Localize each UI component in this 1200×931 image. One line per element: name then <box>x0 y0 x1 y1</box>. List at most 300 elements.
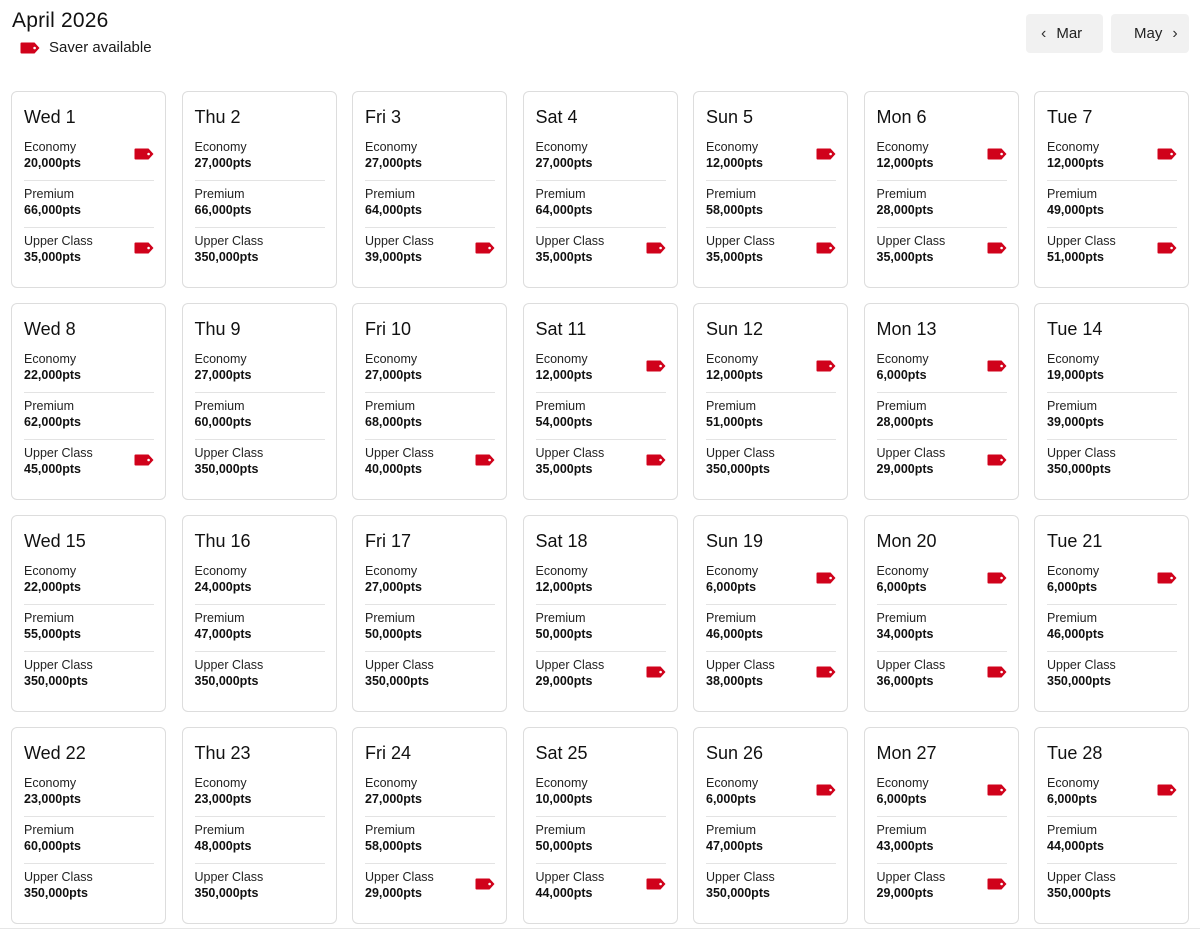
saver-tag-icon <box>646 242 666 254</box>
cabin-class-label: Upper Class <box>706 234 775 248</box>
points-value: 40,000pts <box>365 462 422 476</box>
fare-row[interactable] <box>877 440 1007 487</box>
points-value: 36,000pts <box>876 674 934 688</box>
fare-row[interactable] <box>195 346 325 393</box>
points-value: 38,000pts <box>706 674 763 688</box>
day-card[interactable] <box>523 91 678 288</box>
cabin-class-label: Economy <box>24 564 77 578</box>
fare-row[interactable] <box>877 181 1007 228</box>
cabin-class-label: Economy <box>535 776 588 790</box>
points-value: 350,000pts <box>365 674 429 688</box>
points-value: 45,000pts <box>24 462 81 476</box>
fare-row[interactable] <box>877 864 1007 911</box>
fare-row[interactable] <box>24 393 154 440</box>
fare-row[interactable] <box>365 134 495 181</box>
points-value: 10,000pts <box>535 792 593 806</box>
fare-row[interactable] <box>195 228 325 275</box>
saver-tag-icon <box>987 242 1007 254</box>
points-value: 350,000pts <box>24 886 88 900</box>
cabin-class-label: Upper Class <box>365 658 434 672</box>
day-card[interactable] <box>182 303 337 500</box>
fare-row[interactable] <box>536 346 666 393</box>
fare-row[interactable] <box>365 346 495 393</box>
cabin-class-label: Premium <box>1047 187 1098 201</box>
day-label: Mon 13 <box>876 319 937 339</box>
fare-row[interactable] <box>706 181 836 228</box>
fare-row[interactable] <box>1047 181 1177 228</box>
fare-row[interactable] <box>536 440 666 487</box>
day-card[interactable] <box>523 515 678 712</box>
fare-row[interactable] <box>24 346 154 393</box>
points-value: 350,000pts <box>194 886 259 900</box>
day-label: Fri 3 <box>365 107 401 127</box>
fare-row[interactable] <box>877 346 1007 393</box>
points-value: 6,000pts <box>876 792 927 806</box>
cabin-class-label: Premium <box>706 611 757 625</box>
cabin-class-label: Economy <box>535 352 588 366</box>
prev-month-label: Mar <box>1056 25 1083 42</box>
fare-row[interactable] <box>24 134 154 181</box>
saver-tag-icon <box>646 454 666 466</box>
points-value: 35,000pts <box>535 250 593 264</box>
saver-tag-icon <box>987 360 1007 372</box>
points-value: 47,000pts <box>194 627 252 641</box>
day-card[interactable] <box>693 303 848 500</box>
fare-row[interactable] <box>877 817 1007 864</box>
points-value: 6,000pts <box>706 792 757 806</box>
day-card[interactable] <box>182 727 337 924</box>
saver-tag-icon <box>816 666 836 678</box>
points-value: 20,000pts <box>24 156 81 170</box>
points-value: 12,000pts <box>1047 156 1104 170</box>
day-label: Thu 9 <box>194 319 241 339</box>
saver-tag-icon <box>816 242 836 254</box>
fare-row[interactable] <box>1047 864 1177 911</box>
fare-row[interactable] <box>24 652 154 699</box>
points-value: 24,000pts <box>194 580 252 594</box>
points-value: 23,000pts <box>24 792 81 806</box>
day-card[interactable] <box>1034 727 1189 924</box>
fare-row[interactable] <box>536 181 666 228</box>
cabin-class-label: Economy <box>1047 140 1100 154</box>
fare-row[interactable] <box>706 864 836 911</box>
cabin-class-label: Upper Class <box>24 446 93 460</box>
points-value: 29,000pts <box>535 674 593 688</box>
fare-row[interactable] <box>536 393 666 440</box>
points-value: 51,000pts <box>1047 250 1104 264</box>
day-card[interactable] <box>352 91 507 288</box>
cabin-class-label: Upper Class <box>194 870 264 884</box>
fare-row[interactable] <box>1047 134 1177 181</box>
day-label: Tue 7 <box>1047 107 1093 127</box>
cabin-class-label: Upper Class <box>876 658 946 672</box>
points-value: 12,000pts <box>876 156 934 170</box>
day-card[interactable] <box>864 303 1019 500</box>
fare-row[interactable] <box>24 864 154 911</box>
day-card[interactable] <box>182 91 337 288</box>
fare-row[interactable] <box>536 817 666 864</box>
fare-row[interactable] <box>877 134 1007 181</box>
fare-row[interactable] <box>706 652 836 699</box>
fare-row[interactable] <box>365 652 495 699</box>
cabin-class-label: Premium <box>194 399 245 413</box>
fare-row[interactable] <box>706 346 836 393</box>
fare-row[interactable] <box>195 652 325 699</box>
fare-row[interactable] <box>24 770 154 817</box>
points-value: 27,000pts <box>365 156 422 170</box>
cabin-class-label: Economy <box>535 140 588 154</box>
day-card[interactable] <box>11 303 166 500</box>
cabin-class-label: Premium <box>876 399 927 413</box>
fare-row[interactable] <box>365 440 495 487</box>
fare-row[interactable] <box>536 770 666 817</box>
points-value: 27,000pts <box>365 580 422 594</box>
cabin-class-label: Upper Class <box>24 658 93 672</box>
cabin-class-label: Upper Class <box>194 234 264 248</box>
cabin-class-label: Premium <box>535 187 586 201</box>
saver-tag-icon <box>816 360 836 372</box>
fare-row[interactable] <box>1047 440 1177 487</box>
cabin-class-label: Premium <box>24 611 75 625</box>
points-value: 12,000pts <box>706 368 763 382</box>
points-value: 46,000pts <box>1047 627 1104 641</box>
day-card[interactable] <box>693 91 848 288</box>
cabin-class-label: Premium <box>365 399 416 413</box>
fare-row[interactable] <box>1047 228 1177 275</box>
cabin-class-label: Upper Class <box>535 234 605 248</box>
day-label: Sun 26 <box>706 743 764 763</box>
day-card[interactable] <box>352 727 507 924</box>
fare-row[interactable] <box>365 864 495 911</box>
fare-row[interactable] <box>706 817 836 864</box>
day-card[interactable] <box>864 515 1019 712</box>
points-value: 28,000pts <box>876 415 934 429</box>
points-value: 6,000pts <box>876 580 927 594</box>
cabin-class-label: Premium <box>1047 399 1098 413</box>
fare-row[interactable] <box>706 558 836 605</box>
fare-row[interactable] <box>365 817 495 864</box>
points-value: 64,000pts <box>535 203 593 217</box>
fare-row[interactable] <box>536 558 666 605</box>
cabin-class-label: Economy <box>1047 776 1100 790</box>
points-value: 54,000pts <box>535 415 593 429</box>
points-value: 29,000pts <box>876 886 934 900</box>
points-value: 27,000pts <box>365 792 422 806</box>
cabin-class-label: Economy <box>365 140 418 154</box>
saver-legend <box>20 39 152 56</box>
cabin-class-label: Economy <box>706 776 759 790</box>
fare-row[interactable] <box>365 393 495 440</box>
day-label: Sun 19 <box>706 531 764 551</box>
fare-row[interactable] <box>365 181 495 228</box>
day-label: Thu 23 <box>194 743 251 763</box>
saver-tag-icon <box>475 242 495 254</box>
cabin-class-label: Upper Class <box>194 658 264 672</box>
fare-row[interactable] <box>365 558 495 605</box>
cabin-class-label: Premium <box>535 399 586 413</box>
points-value: 12,000pts <box>535 580 593 594</box>
day-label: Tue 14 <box>1047 319 1103 339</box>
points-value: 350,000pts <box>194 674 259 688</box>
points-value: 23,000pts <box>194 792 252 806</box>
fare-row[interactable] <box>536 134 666 181</box>
prev-month-button[interactable] <box>1026 14 1103 53</box>
cabin-class-label: Upper Class <box>876 870 946 884</box>
fare-row[interactable] <box>1047 770 1177 817</box>
saver-tag-icon <box>816 784 836 796</box>
points-value: 60,000pts <box>194 415 252 429</box>
day-card[interactable] <box>864 727 1019 924</box>
points-value: 35,000pts <box>876 250 934 264</box>
cabin-class-label: Economy <box>24 352 77 366</box>
points-value: 68,000pts <box>365 415 422 429</box>
cabin-class-label: Economy <box>365 564 418 578</box>
saver-tag-icon <box>646 666 666 678</box>
fare-row[interactable] <box>195 558 325 605</box>
points-value: 350,000pts <box>24 674 88 688</box>
day-card[interactable] <box>11 515 166 712</box>
fare-row[interactable] <box>195 440 325 487</box>
fare-row[interactable] <box>536 864 666 911</box>
fare-row[interactable] <box>877 770 1007 817</box>
cabin-class-label: Premium <box>194 187 245 201</box>
cabin-class-label: Upper Class <box>1047 234 1116 248</box>
day-grid <box>11 91 1189 924</box>
day-label: Fri 24 <box>365 743 412 763</box>
cabin-class-label: Economy <box>194 776 247 790</box>
points-value: 350,000pts <box>1047 674 1111 688</box>
fare-row[interactable] <box>195 817 325 864</box>
cabin-class-label: Economy <box>876 352 929 366</box>
points-value: 50,000pts <box>535 839 593 853</box>
points-value: 28,000pts <box>876 203 934 217</box>
saver-tag-icon <box>20 42 40 54</box>
cabin-class-label: Upper Class <box>24 870 93 884</box>
cabin-class-label: Economy <box>876 776 929 790</box>
points-value: 47,000pts <box>706 839 763 853</box>
cabin-class-label: Economy <box>706 352 759 366</box>
fare-row[interactable] <box>195 864 325 911</box>
points-value: 6,000pts <box>1047 580 1098 594</box>
fare-row[interactable] <box>24 817 154 864</box>
cabin-class-label: Economy <box>876 564 929 578</box>
fare-row[interactable] <box>706 440 836 487</box>
cabin-class-label: Upper Class <box>365 870 434 884</box>
cabin-class-label: Economy <box>1047 352 1100 366</box>
day-card[interactable] <box>864 91 1019 288</box>
day-label: Fri 17 <box>365 531 412 551</box>
cabin-class-label: Upper Class <box>24 234 93 248</box>
saver-tag-icon <box>475 454 495 466</box>
cabin-class-label: Economy <box>706 140 759 154</box>
fare-row[interactable] <box>24 181 154 228</box>
cabin-class-label: Upper Class <box>535 446 605 460</box>
saver-tag-icon <box>646 360 666 372</box>
points-value: 350,000pts <box>1047 462 1111 476</box>
fare-row[interactable] <box>365 770 495 817</box>
fare-row[interactable] <box>536 605 666 652</box>
saver-tag-icon <box>1157 784 1177 796</box>
legend-label: Saver available <box>49 39 152 56</box>
points-value: 27,000pts <box>194 156 252 170</box>
day-label: Sat 4 <box>535 107 578 127</box>
cabin-class-label: Economy <box>194 140 247 154</box>
points-value: 62,000pts <box>24 415 81 429</box>
day-label: Tue 28 <box>1047 743 1103 763</box>
cabin-class-label: Premium <box>876 611 927 625</box>
fare-row[interactable] <box>24 228 154 275</box>
day-label: Thu 2 <box>194 107 241 127</box>
fare-row[interactable] <box>195 605 325 652</box>
cabin-class-label: Upper Class <box>1047 658 1116 672</box>
fare-row[interactable] <box>706 393 836 440</box>
points-value: 39,000pts <box>365 250 422 264</box>
points-value: 350,000pts <box>194 462 259 476</box>
fare-row[interactable] <box>706 228 836 275</box>
fare-row[interactable] <box>877 652 1007 699</box>
fare-row[interactable] <box>1047 393 1177 440</box>
points-value: 29,000pts <box>365 886 422 900</box>
fare-row[interactable] <box>536 652 666 699</box>
fare-row[interactable] <box>877 393 1007 440</box>
cabin-class-label: Premium <box>365 187 416 201</box>
fare-row[interactable] <box>365 228 495 275</box>
day-card[interactable] <box>1034 515 1189 712</box>
cabin-class-label: Upper Class <box>706 870 775 884</box>
points-value: 22,000pts <box>24 368 81 382</box>
points-value: 66,000pts <box>194 203 252 217</box>
day-card[interactable] <box>1034 303 1189 500</box>
points-value: 34,000pts <box>876 627 934 641</box>
saver-tag-icon <box>134 148 154 160</box>
cabin-class-label: Upper Class <box>876 234 946 248</box>
fare-row[interactable] <box>24 558 154 605</box>
saver-tag-icon <box>134 242 154 254</box>
next-month-label: May <box>1134 25 1163 42</box>
day-card[interactable] <box>352 303 507 500</box>
day-card[interactable] <box>182 515 337 712</box>
points-value: 29,000pts <box>876 462 934 476</box>
fare-row[interactable] <box>1047 605 1177 652</box>
fare-row[interactable] <box>706 134 836 181</box>
day-card[interactable] <box>11 727 166 924</box>
cabin-class-label: Upper Class <box>535 870 605 884</box>
points-value: 35,000pts <box>706 250 763 264</box>
day-label: Wed 8 <box>24 319 76 339</box>
cabin-class-label: Premium <box>876 823 927 837</box>
cabin-class-label: Upper Class <box>365 446 434 460</box>
cabin-class-label: Economy <box>535 564 588 578</box>
fare-row[interactable] <box>706 770 836 817</box>
cabin-class-label: Premium <box>24 187 75 201</box>
cabin-class-label: Upper Class <box>365 234 434 248</box>
points-value: 19,000pts <box>1047 368 1104 382</box>
cabin-class-label: Premium <box>706 187 757 201</box>
fare-row[interactable] <box>706 605 836 652</box>
fare-row[interactable] <box>195 770 325 817</box>
next-month-button[interactable] <box>1111 14 1189 53</box>
fare-row[interactable] <box>1047 817 1177 864</box>
cabin-class-label: Upper Class <box>706 446 775 460</box>
points-value: 66,000pts <box>24 203 81 217</box>
cabin-class-label: Premium <box>24 823 75 837</box>
points-value: 60,000pts <box>24 839 81 853</box>
saver-tag-icon <box>987 572 1007 584</box>
fare-row[interactable] <box>195 181 325 228</box>
day-label: Thu 16 <box>194 531 251 551</box>
points-value: 27,000pts <box>535 156 593 170</box>
day-card[interactable] <box>523 727 678 924</box>
points-value: 51,000pts <box>706 415 763 429</box>
fare-row[interactable] <box>877 605 1007 652</box>
cabin-class-label: Economy <box>24 776 77 790</box>
points-value: 46,000pts <box>706 627 763 641</box>
day-label: Sun 5 <box>706 107 754 127</box>
points-value: 39,000pts <box>1047 415 1104 429</box>
day-card[interactable] <box>693 515 848 712</box>
fare-row[interactable] <box>1047 558 1177 605</box>
points-value: 27,000pts <box>365 368 422 382</box>
day-card[interactable] <box>11 91 166 288</box>
fare-row[interactable] <box>195 134 325 181</box>
day-card[interactable] <box>523 303 678 500</box>
cabin-class-label: Premium <box>365 611 416 625</box>
cabin-class-label: Upper Class <box>706 658 775 672</box>
day-label: Fri 10 <box>365 319 412 339</box>
fare-row[interactable] <box>195 393 325 440</box>
fare-row[interactable] <box>1047 652 1177 699</box>
fare-row[interactable] <box>1047 346 1177 393</box>
day-card[interactable] <box>1034 91 1189 288</box>
saver-tag-icon <box>475 878 495 890</box>
cabin-class-label: Premium <box>535 823 586 837</box>
points-value: 6,000pts <box>1047 792 1098 806</box>
points-value: 48,000pts <box>194 839 252 853</box>
cabin-class-label: Economy <box>194 352 247 366</box>
cabin-class-label: Premium <box>1047 611 1098 625</box>
cabin-class-label: Premium <box>194 611 245 625</box>
points-value: 44,000pts <box>1047 839 1104 853</box>
chevron-right-icon: › <box>1172 24 1178 42</box>
day-label: Wed 1 <box>24 107 76 127</box>
cabin-class-label: Economy <box>365 776 418 790</box>
cabin-class-label: Premium <box>876 187 927 201</box>
points-value: 58,000pts <box>706 203 763 217</box>
points-value: 350,000pts <box>706 462 770 476</box>
fare-row[interactable] <box>536 228 666 275</box>
points-value: 6,000pts <box>876 368 927 382</box>
saver-tag-icon <box>816 572 836 584</box>
fare-row[interactable] <box>24 440 154 487</box>
points-value: 350,000pts <box>194 250 259 264</box>
day-label: Mon 20 <box>876 531 937 551</box>
points-value: 44,000pts <box>535 886 593 900</box>
points-value: 22,000pts <box>24 580 81 594</box>
divider <box>0 928 1200 929</box>
cabin-class-label: Premium <box>24 399 75 413</box>
day-label: Mon 6 <box>876 107 927 127</box>
cabin-class-label: Upper Class <box>194 446 264 460</box>
cabin-class-label: Economy <box>876 140 929 154</box>
points-value: 50,000pts <box>535 627 593 641</box>
fare-row[interactable] <box>24 605 154 652</box>
day-card[interactable] <box>693 727 848 924</box>
cabin-class-label: Upper Class <box>1047 446 1116 460</box>
day-card[interactable] <box>352 515 507 712</box>
fare-row[interactable] <box>365 605 495 652</box>
fare-row[interactable] <box>877 558 1007 605</box>
fare-row[interactable] <box>877 228 1007 275</box>
